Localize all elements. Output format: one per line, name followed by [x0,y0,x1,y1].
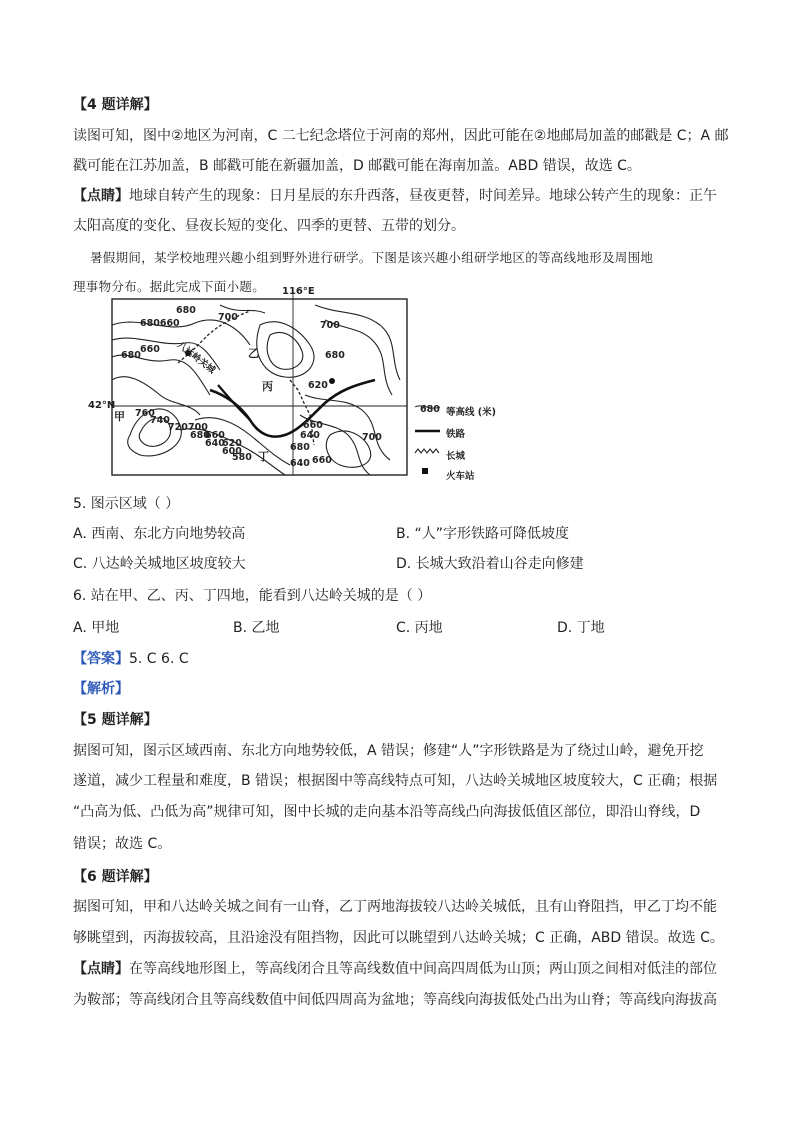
tip-line1: 地球自转产生的现象：日月星辰的东升西落，昼夜更替，时间差异。地球公转产生的现象：正午 [129,188,717,204]
contour-line [267,333,303,370]
intro-line2: 理事物分布。据此完成下面小题。 [73,279,266,294]
contour-label: 680 [176,305,196,316]
contour-label: 620 [308,380,328,391]
q6-option-b: B. 乙地 [233,620,280,636]
section6-line2: 够眺望到，丙海拔较高，且沿途没有阻挡物，因此可以眺望到八达岭关城；C 正确，ABD 错误。故选 C。 [73,930,724,946]
intro-line1: 暑假期间，某学校地理兴趣小组到野外进行研学。下图是该兴趣小组研学地区的等高线地形及周围地 [90,250,654,265]
q5-option-a: A. 西南、东北方向地势较高 [73,526,246,542]
section6-tip-line2: 为鞍部；等高线闭合且等高线数值中间低四周高为盆地；等高线向海拔低处凸出为山脊；等高线向海拔高 [73,992,717,1008]
contour-label: 660 [140,344,160,355]
contour-label: 700 [320,320,340,331]
legend-contour-label: 等高线 (米) [446,407,496,418]
q6-stem: 6. 站在甲、乙、丙、丁四地，能看到八达岭关城的是（ ） [73,588,432,604]
q6-option-c: C. 丙地 [396,620,443,636]
contour-label: 640 [300,430,320,441]
contour-label: 660 [205,430,225,441]
contour-label: 680660 [140,318,180,329]
q5-stem: 5. 图示区域（ ） [73,496,180,512]
legend-railway-label: 铁路 [446,429,466,440]
contour-label: 700 [188,422,208,433]
legend-contour-value: 680 [420,404,440,415]
section6-line1: 据图可知，甲和八达岭关城之间有一山脊，乙丁两地海拔较八达岭关城低，且有山脊阻挡，甲乙丁均不能 [73,899,717,915]
railway-line [210,380,375,437]
answer-tag: 【答案】 [73,651,129,667]
station-icon [329,378,335,384]
q5-option-d: D. 长城大致沿着山谷走向修建 [396,556,584,572]
section5-heading: 【5 题详解】 [73,712,158,728]
badaling-label: 八达岭关城 [174,340,217,376]
q6-option-d: D. 丁地 [557,620,605,636]
legend-wall-icon [415,449,439,453]
contour-label: 600 [222,446,242,457]
tip-line1: 在等高线地形图上，等高线闭合且等高线数值中间高四周低为山顶；两山顶之间相对低洼的部位 [129,961,717,977]
contour-label: 760 [135,408,155,419]
legend-station-label: 火车站 [446,471,475,482]
lat-label: 42°N [88,400,116,411]
section4-para-line2: 戳可能在江苏加盖，B 邮戳可能在新疆加盖，D 邮戳可能在海南加盖。ABD 错误，故选 C。 [73,158,641,174]
contour-label: 700 [218,312,238,323]
contour-label: 680 [121,350,141,361]
jia-label: 甲 [114,410,125,423]
section4-para-line1: 读图可知，图中②地区为河南，C 二七纪念塔位于河南的郑州，因此可能在②地邮局加盖的邮戳是 C；A 邮 [73,128,729,144]
contour-line [315,305,400,380]
answer-line [73,648,723,670]
tip-tag: 【点睛】 [73,961,129,977]
contour-label: 640 [290,458,310,469]
legend-station-icon [422,468,428,474]
answer-text: 5. C 6. C [129,651,189,667]
section5-line2: 遂道，减少工程量和难度，B 错误；根据图中等高线特点可知，八达岭关城地区坡度较大，C 正确；根据 [73,773,718,789]
contour-label: 620 [222,438,242,449]
contour-label: 680 [190,430,210,441]
section4-tip-line2: 太阳高度的变化、昼夜长短的变化、四季的更替、五带的划分。 [73,218,465,234]
bing-label: 丙 [262,380,273,393]
contour-label: 680 [325,350,345,361]
contour-label: 720 [168,422,188,433]
ding-label: 丁 [258,450,269,463]
lon-label: 116°E [282,286,315,297]
section5-line4: 错误；故选 C。 [73,836,172,852]
contour-label: 660 [312,455,332,466]
contour-label: 660 [303,420,323,431]
contour-label: 700 [362,432,382,443]
q6-option-a: A. 甲地 [73,620,120,636]
contour-label: 740 [150,415,170,426]
contour-label: 580 [232,452,252,463]
tip-tag: 【点睛】 [73,188,129,204]
contour-label: 640 [205,438,225,449]
q5-option-c: C. 八达岭关城地区坡度较大 [73,556,246,572]
yi-label: 乙 [248,347,259,360]
section4-heading: 【4 题详解】 [73,97,158,113]
section6-tip [73,958,723,980]
analysis-tag: 【解析】 [73,681,129,697]
section5-line3: “凸高为低、凸低为高”规律可知，图中长城的走向基本沿等高线凸向海拔低值区部位，即沿山脊线，D [73,804,701,820]
contour-label: 680 [290,442,310,453]
section6-heading: 【6 题详解】 [73,869,158,885]
section4-tip [73,185,723,207]
section5-line1: 据图可知，图示区域西南、东北方向地势较低，A 错误；修建“人”字形铁路是为了绕过山岭，避免开挖 [73,743,704,759]
railway-branch [218,385,250,420]
q5-option-b: B. “人”字形铁路可降低坡度 [396,526,570,542]
legend-wall-label: 长城 [446,451,466,462]
